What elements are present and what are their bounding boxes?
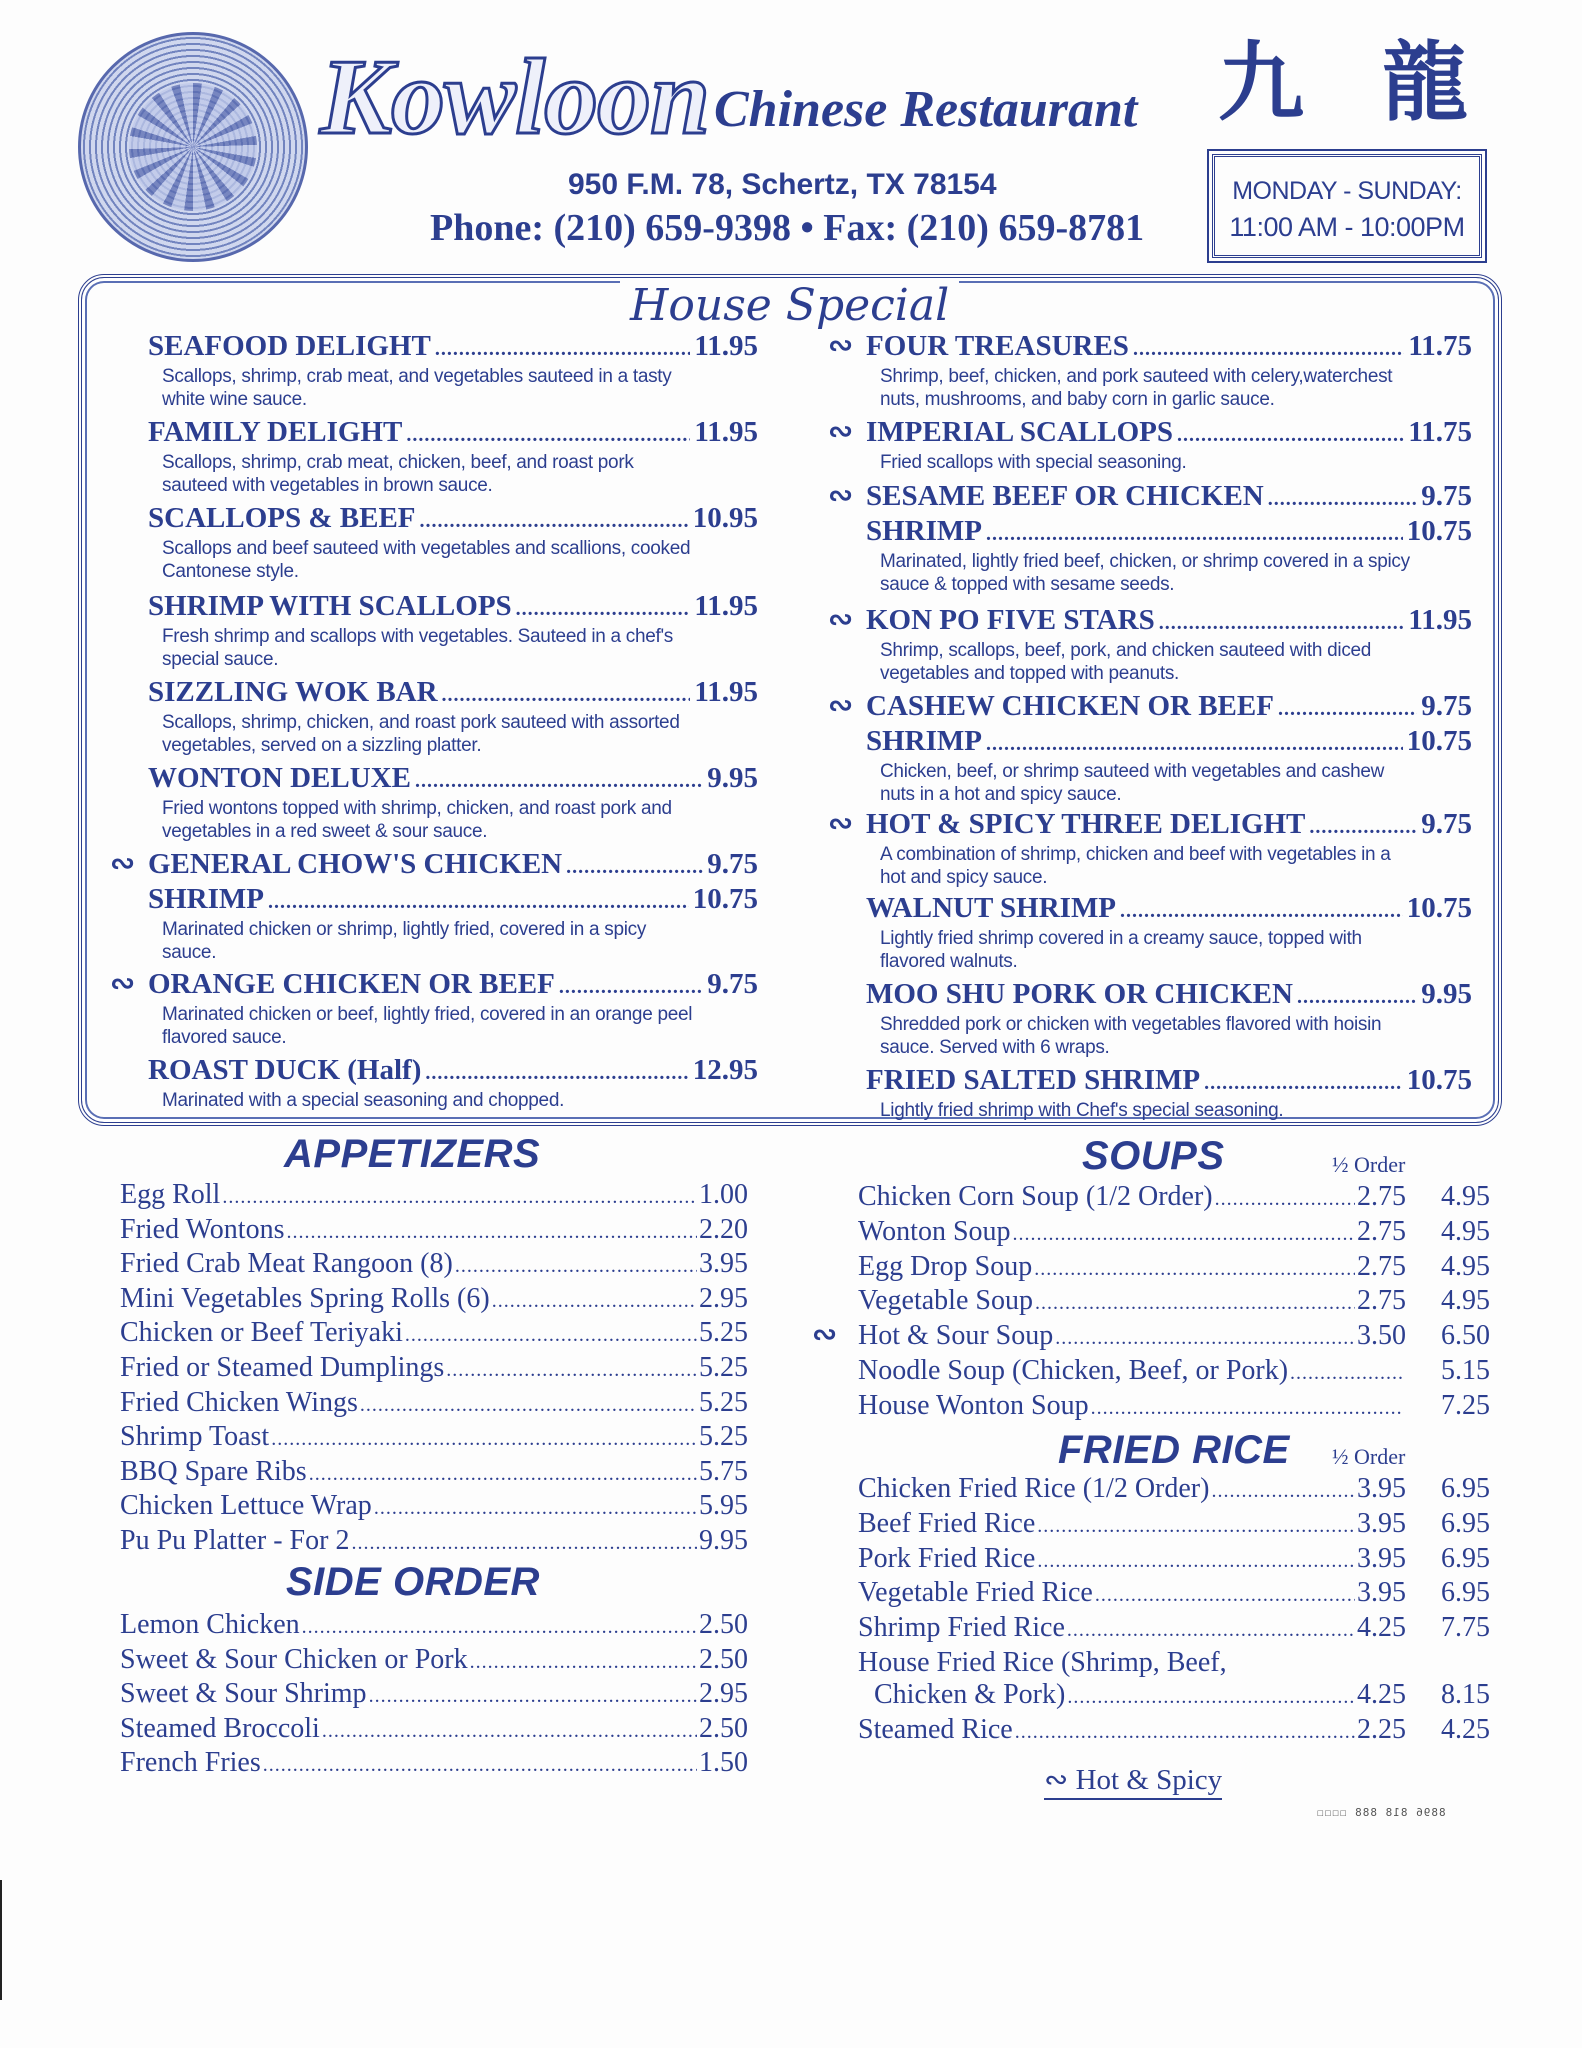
menu-item-row — [858, 1611, 1490, 1647]
hot-spicy-legend — [1044, 1762, 1222, 1800]
menu-item-row — [120, 1524, 748, 1560]
special-item-row — [866, 690, 1472, 725]
leader-dots — [1211, 1474, 1355, 1508]
menu-item-row — [120, 1643, 748, 1679]
leader-dots — [1037, 1509, 1355, 1543]
special-item-price: 9.95 — [707, 762, 758, 794]
menu-item-row — [858, 1507, 1490, 1543]
fried-rice-half-order-label: ½ Order — [1332, 1444, 1406, 1469]
special-item-price: 12.95 — [692, 1054, 758, 1086]
special-item-row — [148, 1054, 758, 1089]
special-item-price: 11.95 — [694, 416, 758, 448]
menu-item-name: Vegetable Fried Rice — [858, 1577, 1093, 1609]
special-item-description: Fried scallops with special seasoning. — [880, 452, 1187, 473]
menu-item-row — [120, 1282, 748, 1318]
special-item — [866, 416, 1472, 474]
special-item-price-alt: 10.75 — [1406, 515, 1472, 547]
chinese-name: 九 龍 — [1218, 33, 1492, 133]
leader-dots — [446, 1353, 697, 1387]
special-item-price: 9.95 — [1421, 978, 1472, 1010]
special-item-name: FOUR TREASURES — [866, 330, 1129, 362]
leader-dots — [351, 1526, 697, 1560]
special-item-description: Scallops, shrimp, crab meat, and vegetables sauteed in a tasty white wine sauce. — [162, 366, 672, 410]
house-special-title: House Special — [620, 280, 959, 331]
leader-dots — [1034, 1252, 1355, 1286]
special-item-price: 9.75 — [1421, 808, 1472, 840]
leader-dots — [425, 1057, 688, 1089]
leader-dots — [420, 505, 689, 537]
menu-item-price: 2.95 — [699, 1678, 748, 1710]
menu-item-row — [858, 1389, 1490, 1425]
full-order-price: 6.95 — [1441, 1542, 1490, 1574]
leader-dots — [1177, 419, 1404, 451]
half-order-price: 2.75 — [1357, 1250, 1406, 1282]
leader-dots — [1035, 1286, 1355, 1320]
leader-dots — [415, 765, 703, 797]
leader-dots — [263, 1748, 697, 1782]
menu-item-name: Fried Wontons — [120, 1213, 285, 1245]
menu-item-row — [120, 1712, 748, 1748]
menu-item-name: Chicken Corn Soup (1/2 Order) — [858, 1181, 1213, 1212]
special-item-name: SIZZLING WOK BAR — [148, 676, 438, 708]
menu-item-name: Fried Chicken Wings — [120, 1386, 358, 1418]
special-item — [148, 590, 758, 671]
special-item-description: Scallops, shrimp, crab meat, chicken, beef, and roast pork sauteed with vegetables in brown sauce. — [162, 452, 634, 496]
full-order-price: 8.15 — [1441, 1679, 1490, 1710]
menu-item-row — [120, 1386, 748, 1422]
full-order-price: 4.25 — [1441, 1713, 1490, 1745]
menu-item-price: 2.20 — [699, 1213, 748, 1245]
menu-item-name: Mini Vegetables Spring Rolls (6) — [120, 1282, 490, 1314]
menu-item-name: Sweet & Sour Shrimp — [120, 1678, 367, 1710]
menu-item-price: 9.95 — [699, 1525, 748, 1556]
leader-dots — [1095, 1578, 1355, 1612]
full-order-price: 7.25 — [1441, 1389, 1490, 1421]
menu-item-name: Steamed Broccoli — [120, 1712, 320, 1744]
special-item-row — [148, 762, 758, 797]
special-item-price: 9.75 — [707, 968, 758, 1000]
menu-item-name: Shrimp Toast — [120, 1421, 270, 1453]
special-item-name: SCALLOPS & BEEF — [148, 502, 416, 534]
leader-dots — [1268, 483, 1418, 515]
leader-dots — [309, 1457, 697, 1491]
special-item-name: HOT & SPICY THREE DELIGHT — [866, 808, 1306, 840]
menu-item-price: 5.95 — [699, 1490, 748, 1522]
special-item-description: Scallops, shrimp, chicken, and roast pork sauteed with assorted vegetables, served on a sizzling platter. — [162, 712, 680, 756]
special-item-name: SHRIMP WITH SCALLOPS — [148, 590, 512, 622]
menu-item-row — [120, 1677, 748, 1713]
leader-dots — [302, 1610, 697, 1644]
half-order-price: 2.75 — [1357, 1215, 1406, 1247]
full-order-price: 6.95 — [1441, 1507, 1490, 1539]
menu-item-name: Fried or Steamed Dumplings — [120, 1352, 445, 1383]
special-item-name-alt: SHRIMP — [148, 883, 264, 915]
leader-dots — [268, 886, 689, 918]
special-item-row — [148, 330, 758, 365]
menu-item-name: Vegetable Soup — [858, 1285, 1033, 1317]
special-item — [148, 848, 758, 964]
special-item — [866, 604, 1472, 685]
full-order-price: 6.95 — [1441, 1473, 1490, 1504]
leader-dots — [986, 518, 1403, 550]
leader-dots — [360, 1388, 697, 1422]
special-item — [148, 502, 758, 583]
menu-item-name-cont: Chicken & Pork) — [874, 1679, 1066, 1710]
special-item-row — [148, 502, 758, 537]
special-item — [148, 416, 758, 497]
special-item-row — [866, 808, 1472, 843]
hot-spicy-icon: ∾ — [828, 328, 854, 363]
leader-dots — [1204, 1067, 1403, 1099]
special-item-row — [148, 968, 758, 1003]
menu-item-name: Chicken Fried Rice (1/2 Order) — [858, 1473, 1210, 1504]
special-item-row — [866, 1064, 1472, 1099]
special-item-price-alt: 10.75 — [1406, 725, 1472, 757]
special-item-name-alt: SHRIMP — [866, 515, 982, 547]
full-order-price: 4.95 — [1441, 1215, 1490, 1247]
half-order-price: 3.95 — [1357, 1473, 1406, 1504]
menu-item-row — [858, 1576, 1490, 1612]
leader-dots — [442, 679, 691, 711]
special-item-name: FAMILY DELIGHT — [148, 416, 403, 448]
menu-item-price: 5.25 — [699, 1352, 748, 1383]
full-order-price: 5.15 — [1441, 1355, 1490, 1386]
special-item-row — [866, 416, 1472, 451]
leader-dots — [1133, 333, 1404, 365]
leader-dots — [369, 1679, 697, 1713]
leader-dots — [492, 1284, 697, 1318]
menu-item-name: Hot & Sour Soup — [858, 1320, 1054, 1352]
special-item-description: Shrimp, beef, chicken, and pork sauteed with celery,waterchest nuts, mushrooms, and baby corn in garlic sauce. — [880, 366, 1393, 410]
brand-subtitle: Chinese Restaurant — [714, 81, 1138, 138]
special-item — [866, 690, 1472, 806]
special-item — [866, 892, 1472, 973]
leader-dots — [271, 1422, 697, 1456]
hot-spicy-icon: ∾ — [812, 1317, 838, 1353]
menu-item-name: Noodle Soup (Chicken, Beef, or Pork) — [858, 1355, 1289, 1386]
special-item-price: 9.75 — [1421, 480, 1472, 512]
special-item-name: CASHEW CHICKEN OR BEEF — [866, 690, 1274, 722]
legend-label: Hot & Spicy — [1075, 1764, 1223, 1796]
special-item — [866, 480, 1472, 596]
menu-item-row — [858, 1215, 1490, 1251]
full-order-price: 4.95 — [1441, 1181, 1490, 1212]
leader-dots — [559, 971, 703, 1003]
menu-item-row — [858, 1180, 1490, 1216]
menu-item-name: BBQ Spare Ribs — [120, 1455, 307, 1487]
leader-dots — [1297, 981, 1417, 1013]
half-order-price: 3.95 — [1357, 1507, 1406, 1539]
menu-item-row — [858, 1542, 1490, 1578]
menu-item-name: Wonton Soup — [858, 1215, 1011, 1247]
hot-spicy-icon: ∾ — [828, 414, 854, 449]
dragon-medallion-logo — [78, 32, 308, 262]
hot-spicy-icon: ∾ — [110, 846, 136, 881]
menu-item-row — [120, 1178, 748, 1214]
special-item-price: 11.95 — [694, 590, 758, 622]
leader-dots — [435, 333, 691, 365]
hot-spicy-icon: ∾ — [1044, 1764, 1076, 1796]
menu-item-price: 5.25 — [699, 1421, 748, 1453]
menu-item-name: Fried Crab Meat Rangoon (8) — [120, 1248, 453, 1280]
half-order-price: 2.25 — [1357, 1713, 1406, 1745]
half-order-price: 2.75 — [1357, 1285, 1406, 1317]
soups-half-order-label: ½ Order — [1332, 1152, 1406, 1177]
menu-item-row — [120, 1489, 748, 1525]
menu-item-name: Sweet & Sour Chicken or Pork — [120, 1643, 468, 1675]
menu-item-price: 1.00 — [699, 1179, 748, 1210]
appetizers-title: APPETIZERS — [284, 1132, 541, 1176]
special-item-price: 9.75 — [1421, 690, 1472, 722]
special-item-row-alt — [866, 725, 1472, 760]
leader-dots — [1215, 1182, 1355, 1216]
special-item-description: Fresh shrimp and scallops with vegetables. Sauteed in a chef's special sauce. — [162, 626, 673, 670]
menu-item-name: Beef Fried Rice — [858, 1507, 1036, 1539]
leader-dots — [986, 728, 1403, 760]
special-item-name: FRIED SALTED SHRIMP — [866, 1064, 1201, 1096]
hot-spicy-icon: ∾ — [828, 602, 854, 637]
leader-dots — [1015, 1715, 1355, 1749]
menu-item-name: House Fried Rice (Shrimp, Beef, — [858, 1647, 1227, 1678]
hours-time: 11:00 AM - 10:00PM — [1229, 212, 1465, 242]
special-item-name: SEAFOOD DELIGHT — [148, 330, 431, 362]
menu-item-price: 5.25 — [699, 1317, 748, 1349]
special-item — [866, 808, 1472, 889]
special-item-description: Scallops and beef sauteed with vegetables and scallions, cooked Cantonese style. — [162, 538, 691, 582]
leader-dots — [1278, 693, 1417, 725]
hot-spicy-icon: ∾ — [828, 688, 854, 723]
menu-item-name: Chicken Lettuce Wrap — [120, 1490, 372, 1522]
leader-dots — [470, 1645, 697, 1679]
special-item — [148, 330, 758, 411]
menu-item-row — [858, 1250, 1490, 1286]
menu-item-row — [858, 1472, 1490, 1508]
special-item-price: 9.75 — [707, 848, 758, 880]
leader-dots — [1055, 1321, 1355, 1355]
special-item-name: KON PO FIVE STARS — [866, 604, 1155, 636]
leader-dots — [1120, 895, 1403, 927]
side-order-title: SIDE ORDER — [286, 1560, 540, 1604]
hours-days: MONDAY - SUNDAY: — [1232, 177, 1462, 205]
menu-item-price: 2.95 — [699, 1282, 748, 1314]
special-item-description: Shrimp, scallops, beef, pork, and chicken sauteed with diced vegetables and topped with peanuts. — [880, 640, 1372, 684]
special-item-row — [866, 978, 1472, 1013]
leader-dots — [286, 1215, 697, 1249]
special-item — [148, 676, 758, 757]
full-order-price: 6.95 — [1441, 1577, 1490, 1609]
special-item-row — [866, 480, 1472, 515]
special-item-row — [148, 676, 758, 711]
half-order-price: 3.95 — [1357, 1577, 1406, 1609]
menu-item-row — [858, 1678, 1490, 1714]
leader-dots — [322, 1714, 697, 1748]
menu-item-name: Lemon Chicken — [120, 1609, 300, 1640]
leader-dots — [1159, 607, 1405, 639]
special-item-row — [866, 604, 1472, 639]
special-item — [148, 1054, 758, 1112]
special-item-price: 11.95 — [694, 330, 758, 362]
special-item-description: Marinated chicken or beef, lightly fried, covered in an orange peel flavored sauce. — [162, 1004, 693, 1048]
special-item-price-alt: 10.75 — [692, 883, 758, 915]
special-item — [866, 978, 1472, 1059]
leader-dots — [374, 1491, 697, 1525]
hot-spicy-icon: ∾ — [828, 478, 854, 513]
special-item-name: MOO SHU PORK OR CHICKEN — [866, 978, 1293, 1010]
leader-dots — [405, 1318, 697, 1352]
leader-dots — [406, 419, 690, 451]
scan-edge-mark — [0, 1880, 2, 2000]
menu-item-row — [858, 1319, 1490, 1355]
hot-spicy-icon: ∾ — [110, 966, 136, 1001]
special-item-name: ROAST DUCK (Half) — [148, 1054, 422, 1086]
full-order-price: 4.95 — [1441, 1250, 1490, 1282]
special-item-price: 11.75 — [1408, 416, 1472, 448]
menu-item-row — [120, 1351, 748, 1387]
hot-spicy-icon: ∾ — [828, 806, 854, 841]
menu-item-price: 2.50 — [699, 1643, 748, 1675]
full-order-price: 6.50 — [1441, 1320, 1490, 1352]
menu-item-row — [120, 1316, 748, 1352]
special-item-description: Shredded pork or chicken with vegetables flavored with hoisin sauce. Served with 6 wraps. — [880, 1014, 1382, 1058]
menu-item-name: Egg Drop Soup — [858, 1250, 1033, 1282]
special-item-row — [866, 892, 1472, 927]
menu-item-name: Shrimp Fried Rice — [858, 1612, 1065, 1644]
menu-item-price: 5.75 — [699, 1455, 748, 1487]
special-item-description: Lightly fried shrimp with Chef's special seasoning. — [880, 1100, 1284, 1121]
soups-title: SOUPS — [1082, 1134, 1225, 1178]
phone-fax-line: Phone: (210) 659-9398 • Fax: (210) 659-8781 — [430, 207, 1145, 249]
leader-dots — [1013, 1217, 1355, 1251]
menu-item-row — [858, 1713, 1490, 1749]
menu-item-row — [858, 1284, 1490, 1320]
special-item-row — [148, 848, 758, 883]
special-item-price: 10.95 — [692, 502, 758, 534]
menu-item-row — [120, 1420, 748, 1456]
menu-item-name: Chicken or Beef Teriyaki — [120, 1317, 403, 1349]
menu-item-name: Egg Roll — [120, 1179, 221, 1210]
menu-item-row — [858, 1646, 1490, 1680]
leader-dots — [1067, 1680, 1355, 1714]
printer-code: 8896 818 888 ☐☐☐☐ — [1316, 1806, 1446, 1819]
hours-box — [1212, 154, 1482, 258]
special-item — [866, 1064, 1472, 1122]
special-item-name: GENERAL CHOW'S CHICKEN — [148, 848, 563, 880]
special-item-price: 11.95 — [694, 676, 758, 708]
special-item — [148, 762, 758, 843]
half-order-price: 2.75 — [1357, 1181, 1406, 1212]
leader-dots — [455, 1249, 697, 1283]
leader-dots — [222, 1180, 697, 1214]
leader-dots — [1309, 811, 1417, 843]
menu-item-row — [120, 1247, 748, 1283]
special-item-row — [148, 416, 758, 451]
special-item-name: IMPERIAL SCALLOPS — [866, 416, 1173, 448]
special-item-name: ORANGE CHICKEN OR BEEF — [148, 968, 555, 1000]
special-item-price: 10.75 — [1406, 892, 1472, 924]
leader-dots — [1290, 1356, 1404, 1390]
special-item — [148, 968, 758, 1049]
leader-dots — [1091, 1391, 1404, 1425]
menu-item-price: 5.25 — [699, 1386, 748, 1418]
special-item-price: 11.95 — [1408, 604, 1472, 636]
special-item-row-alt — [148, 883, 758, 918]
special-item-name: WONTON DELUXE — [148, 762, 411, 794]
brand-name: Kowloon — [320, 38, 710, 157]
special-item-row — [866, 330, 1472, 365]
special-item-name: WALNUT SHRIMP — [866, 892, 1117, 924]
special-item-description: Marinated with a special seasoning and chopped. — [162, 1090, 565, 1111]
half-order-price: 3.50 — [1357, 1320, 1406, 1352]
special-item-description: Chicken, beef, or shrimp sauteed with vegetables and cashew nuts in a hot and spicy sauce. — [880, 761, 1385, 805]
leader-dots — [1037, 1544, 1355, 1578]
special-item-description: Marinated chicken or shrimp, lightly fried, covered in a spicy sauce. — [162, 919, 647, 963]
full-order-price: 7.75 — [1441, 1612, 1490, 1644]
menu-item-name: Pork Fried Rice — [858, 1542, 1036, 1574]
special-item-price: 10.75 — [1406, 1064, 1472, 1096]
special-item-description: Fried wontons topped with shrimp, chicken, and roast pork and vegetables in a red sweet & sour sauce. — [162, 798, 672, 842]
special-item — [866, 330, 1472, 411]
special-item-row — [148, 590, 758, 625]
menu-item-price: 3.95 — [699, 1248, 748, 1280]
special-item-name: SESAME BEEF OR CHICKEN — [866, 480, 1264, 512]
menu-item-price: 2.50 — [699, 1712, 748, 1744]
menu-item-name: Steamed Rice — [858, 1713, 1013, 1745]
special-item-description: Marinated, lightly fried beef, chicken, or shrimp covered in a spicy sauce & topped with sesame seeds. — [880, 551, 1410, 595]
special-item-row-alt — [866, 515, 1472, 550]
menu-item-row — [858, 1354, 1490, 1390]
menu-item-name: Pu Pu Platter - For 2 — [120, 1525, 350, 1556]
menu-item-price: 1.50 — [699, 1747, 748, 1779]
menu-item-row — [120, 1213, 748, 1249]
leader-dots — [1067, 1613, 1355, 1647]
half-order-price: 4.25 — [1357, 1679, 1406, 1710]
address: 950 F.M. 78, Schertz, TX 78154 — [568, 168, 997, 201]
menu-item-name: House Wonton Soup — [858, 1389, 1089, 1421]
fried-rice-title: FRIED RICE — [1058, 1428, 1290, 1472]
menu-item-row — [120, 1746, 748, 1782]
special-item-name-alt: SHRIMP — [866, 725, 982, 757]
special-item-description: A combination of shrimp, chicken and beef with vegetables in a hot and spicy sauce. — [880, 844, 1391, 888]
menu-item-row — [120, 1455, 748, 1491]
menu-item-price: 2.50 — [699, 1609, 748, 1640]
special-item-price: 11.75 — [1408, 330, 1472, 362]
menu-item-name: French Fries — [120, 1747, 261, 1779]
special-item-description: Lightly fried shrimp covered in a creamy sauce, topped with flavored walnuts. — [880, 928, 1362, 972]
full-order-price: 4.95 — [1441, 1285, 1490, 1317]
menu-item-row — [120, 1608, 748, 1644]
half-order-price: 4.25 — [1357, 1612, 1406, 1644]
half-order-price: 3.95 — [1357, 1542, 1406, 1574]
leader-dots — [516, 593, 691, 625]
leader-dots — [566, 851, 703, 883]
